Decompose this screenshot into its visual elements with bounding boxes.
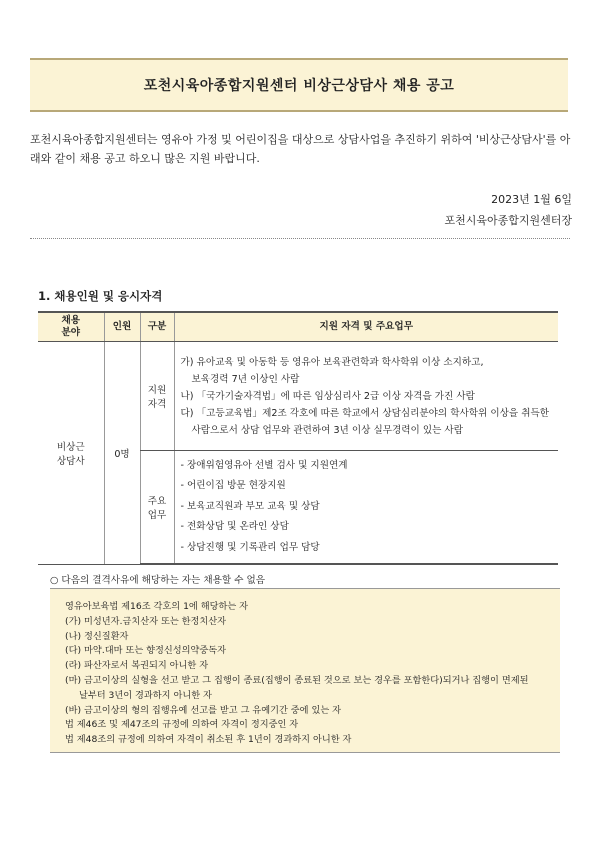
dotted-divider [30, 238, 570, 239]
list-item: (가) 미성년자․금치산자 또는 한정치산자 [65, 615, 227, 627]
table-header-row [38, 312, 558, 342]
list-item: - 보육교직원과 부모 교육 및 상담 [180, 500, 320, 512]
list-item: 영유아보육법 제16조 각호의 1에 해당하는 자 [65, 601, 249, 612]
list-item: - 전화상담 및 온라인 상담 [180, 521, 289, 533]
issuer-name: 포천시육아종합지원센터장 [444, 214, 572, 227]
field-cell: 비상근 상담사 [38, 342, 104, 565]
list-item: 날부터 3년이 경과하지 아니한 자 [79, 689, 212, 701]
table-row [38, 342, 558, 451]
list-item: 가) 유아교육 및 아동학 등 영유아 보육관련학과 학사학위 이상 소지하고, [180, 356, 484, 368]
list-item: 사람으로서 상담 업무와 관련하여 3년 이상 실무경력이 있는 사람 [191, 424, 463, 436]
intro-paragraph: 포천시육아종합지원센터는 영유아 가정 및 어린이집을 대상으로 상담사업을 추진하기 위하여 '비상근상담사'를 아래와 같이 채용 공고 하오니 많은 지원 바랍니다. [30, 133, 571, 165]
list-item: (다) 마약․대마 또는 향정신성의약중독자 [65, 645, 227, 657]
disqualification-heading: ○ 다음의 결격사유에 해당하는 자는 채용할 수 없음 [50, 575, 266, 586]
qualification-list [174, 342, 558, 451]
count-cell: 0명 [104, 342, 140, 565]
header-category: 구분 [140, 312, 174, 342]
notice-date: 2023년 1월 6일 [491, 193, 572, 206]
page-title: 포천시육아종합지원센터 비상근상담사 채용 공고 [143, 78, 455, 94]
header-field: 채용 분야 [38, 312, 104, 342]
section-heading: 1. 채용인원 및 응시자격 [38, 289, 163, 303]
disqualification-list [65, 600, 528, 748]
header-count: 인원 [104, 312, 140, 342]
duty-list [174, 451, 558, 565]
recruitment-table [38, 311, 558, 565]
list-item: 나) 「국가기술자격법」에 따른 임상심리사 2급 이상 자격을 가진 사람 [180, 390, 475, 402]
qualification-label: 지원 자격 [140, 342, 174, 451]
list-item: 법 제46조 및 제47조의 규정에 의하여 자격이 정지중인 자 [65, 719, 299, 731]
list-item: 법 제48조의 규정에 의하여 자격이 취소된 후 1년이 경과하지 아니한 자 [65, 734, 352, 746]
list-item: 다) 「고등교육법」제2조 각호에 따른 학교에서 상담심리분야의 학사학위 이상을 취득한 [180, 407, 550, 419]
list-item: - 상담진행 및 기록관리 업무 담당 [180, 541, 320, 553]
list-item: (나) 정신질환자 [65, 630, 129, 642]
duty-label: 주요 업무 [140, 451, 174, 565]
header-details: 지원 자격 및 주요업무 [174, 312, 558, 342]
list-item: (마) 금고이상의 실형을 선고 받고 그 집행이 종료(집행이 종료된 것으로 보는 경우를 포함한다)되거나 집행이 면제된 [65, 674, 529, 686]
list-item: - 장애위험영유아 선별 검사 및 지원연계 [180, 459, 348, 471]
list-item: (라) 파산자로서 복권되지 아니한 자 [65, 660, 209, 672]
list-item: (바) 금고이상의 형의 집행유예 선고를 받고 그 유예기간 중에 있는 자 [65, 704, 342, 716]
list-item: 보육경력 7년 이상인 사람 [191, 373, 300, 385]
notice-title-banner [30, 58, 568, 112]
list-item: - 어린이집 방문 현장지원 [180, 480, 286, 492]
